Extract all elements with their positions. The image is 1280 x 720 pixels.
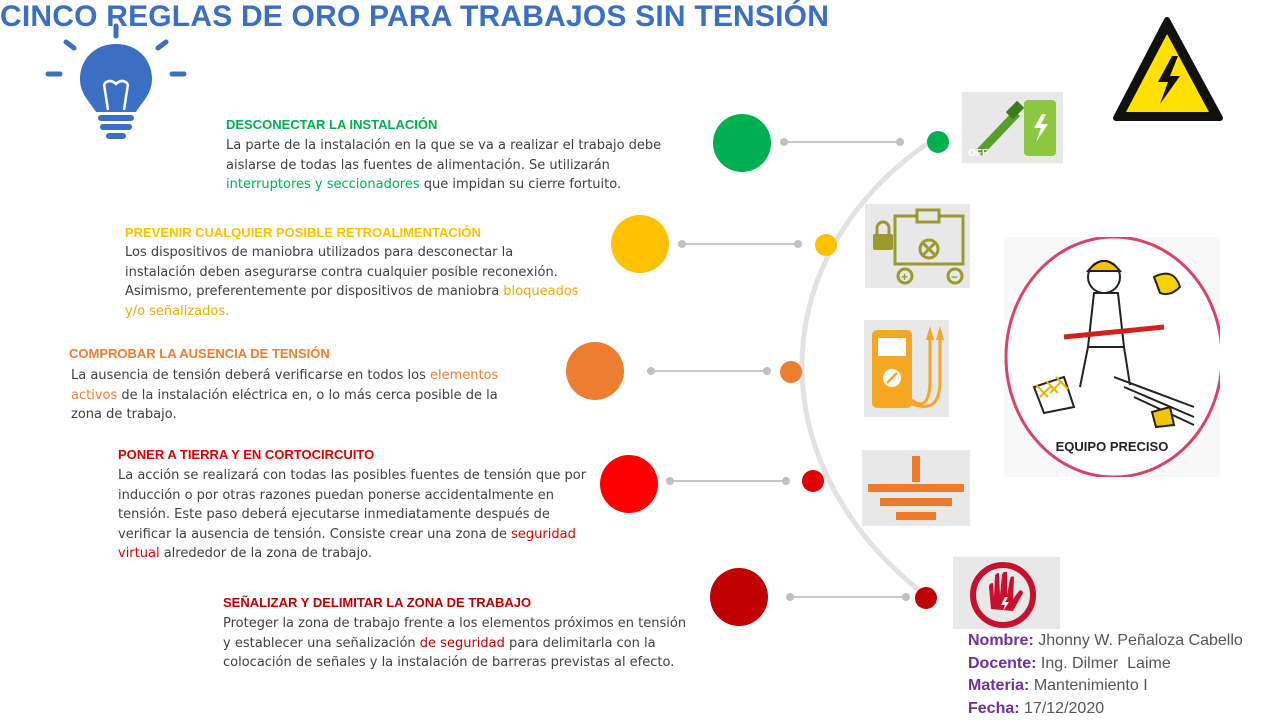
rule-marker-small (815, 234, 837, 256)
rule-heading: PREVENIR CUALQUIER POSIBLE RETROALIMENTACIÓN (125, 225, 481, 240)
svg-text:OFF: OFF (968, 148, 988, 159)
rule-highlight: interruptores y seccionadores (226, 177, 420, 192)
footer-row-docente: Docente: Ing. Dilmer Laime (968, 654, 1171, 672)
locked-circuit-icon (865, 204, 970, 288)
rule-marker-large (710, 568, 768, 626)
footer-row-materia: Materia: Mantenimiento I (968, 677, 1148, 694)
rule-marker-small (915, 587, 937, 609)
rule-marker-small (780, 361, 802, 383)
connector-line (682, 243, 798, 245)
rule-highlight: bloqueados y/o señalizados. (125, 284, 579, 319)
svg-text:+: + (901, 270, 909, 284)
rule-heading: COMPROBAR LA AUSENCIA DE TENSIÓN (69, 346, 330, 361)
page-title: CINCO REGLAS DE ORO PARA TRABAJOS SIN TENSIÓN (0, 0, 830, 33)
rule-marker-small (802, 470, 824, 492)
rule-heading: DESCONECTAR LA INSTALACIÓN (226, 117, 438, 132)
connector-line (784, 141, 900, 143)
equipo-preciso-badge (1004, 237, 1220, 477)
svg-text:EQUIPO PRECISO: EQUIPO PRECISO (1055, 439, 1169, 454)
rule-highlight: de seguridad (419, 635, 505, 651)
rule-marker-small (927, 131, 949, 153)
svg-text:−: − (951, 270, 959, 284)
rule-body: Los dispositivos de maniobra utilizados para desconectar la instalación deben asegurarse contra cualquier posible reconexión. Asimismo, preferentemente por dispositivos de maniobra bloqueados y/o señalizados. (125, 245, 579, 319)
rule-highlight: seguridad virtual (118, 526, 576, 561)
rule-body: Proteger la zona de trabajo frente a los elementos próximos en tensión y establecer una señalización de seguridad para delimitarla con la colocación de señales y la instalación de barreras previstas al efecto. (223, 616, 687, 670)
rule-heading: PONER A TIERRA Y EN CORTOCIRCUITO (118, 447, 375, 462)
multimeter-icon (864, 320, 949, 417)
rule-body: La parte de la instalación en la que se va a realizar el trabajo debe aislarse de todas las fuentes de alimentación. Se utilizarán interruptores y seccionadores que impidan su cierre fortuito. (226, 138, 662, 192)
connector-line (790, 596, 906, 598)
connector-line (670, 480, 786, 482)
rule-highlight: elementos activos (71, 368, 499, 403)
rule-heading: SEÑALIZAR Y DELIMITAR LA ZONA DE TRABAJO (223, 595, 532, 610)
footer-row-fecha: Fecha: 17/12/2020 (968, 699, 1105, 717)
rule-marker-large (611, 215, 669, 273)
rule-marker-large (713, 114, 771, 172)
rule-body: La acción se realizará con todas las posibles fuentes de tensión que por inducción o por otras razones puedan ponerse accidentalmente en tensión. Este paso deberá ejecutarse inmediatamente después de verificar la ausencia de tensión. Consiste crear una zona de seguridad virtual alrededor de la zona de trabajo. (118, 468, 587, 561)
author-info (968, 630, 1243, 720)
switch-off-icon (962, 92, 1063, 163)
stop-hand-icon (953, 557, 1060, 629)
footer-row-nombre: Nombre: Jhonny W. Peñaloza Cabello (968, 632, 1243, 649)
rule-marker-large (566, 342, 624, 400)
ground-symbol-icon (862, 450, 970, 526)
rule-marker-large (600, 455, 658, 513)
connector-line (651, 370, 767, 372)
rule-body: La ausencia de tensión deberá verificarse en todos los elementos activos de la instalación eléctrica en, o lo más cerca posible de la zona de trabajo. (71, 368, 499, 422)
